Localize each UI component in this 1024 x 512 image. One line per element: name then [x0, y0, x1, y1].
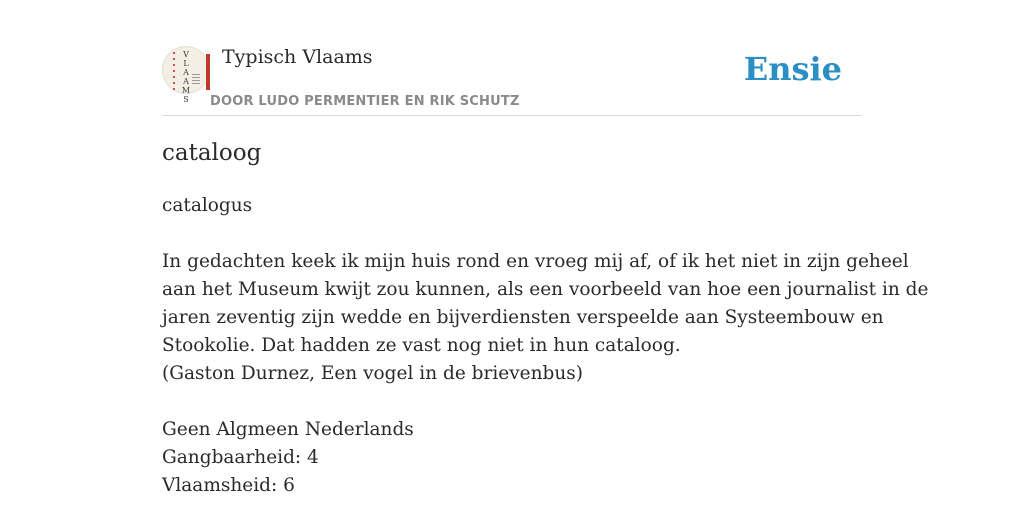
book-cover-image[interactable] — [162, 46, 210, 104]
entry-title: cataloog — [162, 140, 262, 166]
note-line: Vlaamsheid: 6 — [162, 475, 295, 496]
cover-letter: S — [183, 95, 189, 104]
book-header — [162, 0, 862, 116]
ensie-logo-link[interactable]: Ensie — [743, 50, 842, 88]
cover-letters — [180, 50, 192, 104]
quote-source: (Gaston Durnez, Een vogel in de brievenbus) — [162, 363, 583, 384]
cover-red-marks — [173, 52, 175, 90]
quote-line: aan het Museum kwijt zou kunnen, als een voorbeeld van hoe een journalist in de — [162, 279, 929, 300]
note-line: Gangbaarheid: 4 — [162, 447, 319, 468]
quote-line: Stookolie. Dat hadden ze vast nog niet in hun cataloog. — [162, 335, 681, 356]
note-line: Geen Algmeen Nederlands — [162, 419, 414, 440]
cover-letter: A — [183, 77, 189, 86]
entry-definition: catalogus — [162, 195, 253, 216]
quote-line: In gedachten keek ik mijn huis rond en vroeg mij af, of ik het niet in zijn geheel — [162, 251, 909, 272]
cover-letter: V — [183, 50, 189, 59]
book-byline: DOOR LUDO PERMENTIER EN RIK SCHUTZ — [210, 94, 520, 109]
paragraph-gap — [162, 388, 862, 416]
cover-letter: L — [183, 59, 189, 68]
quote-line: jaren zeventig zijn wedde en bijverdiensten verspeelde aan Systeembouw en — [162, 307, 884, 328]
entry-body — [162, 192, 929, 500]
cover-letter: A — [183, 68, 189, 77]
entry-card — [162, 0, 929, 512]
cover-letter: M — [181, 86, 191, 95]
book-title-link[interactable]: Typisch Vlaams — [222, 46, 373, 68]
cover-text-lines — [192, 74, 200, 84]
cover-spine — [206, 54, 210, 90]
paragraph-gap — [162, 220, 862, 248]
